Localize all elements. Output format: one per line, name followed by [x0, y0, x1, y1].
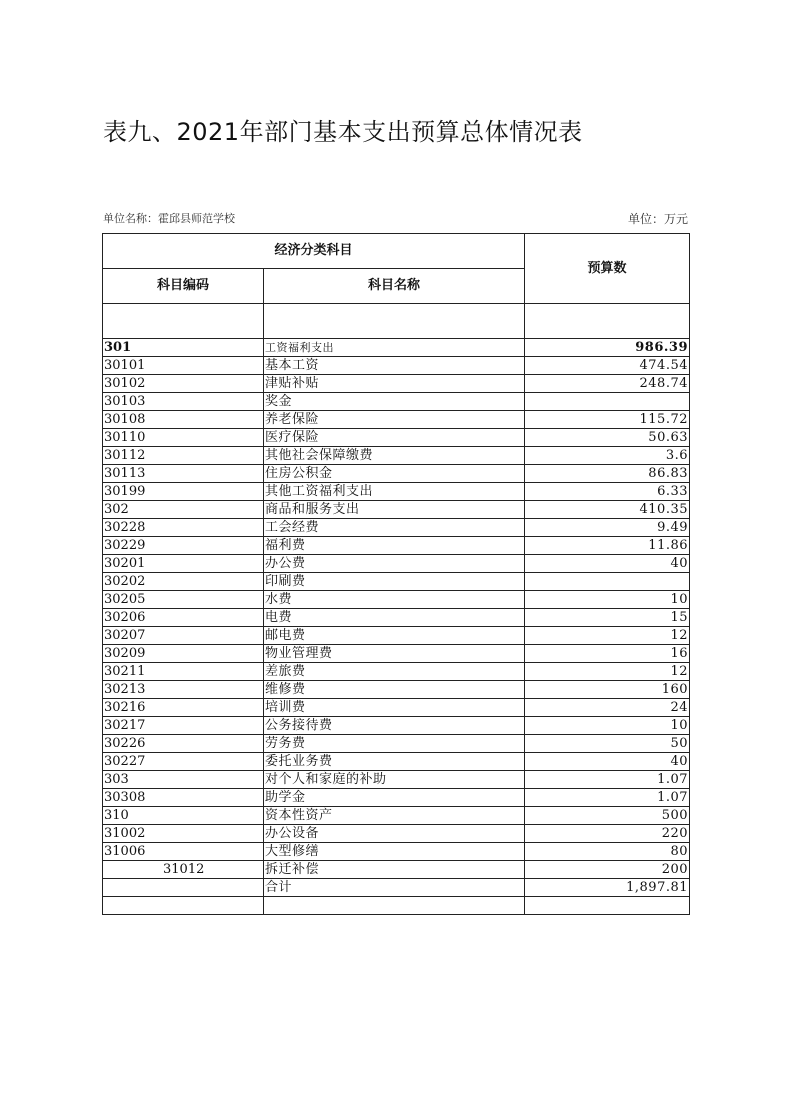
budget-amount-cell: 80 — [525, 843, 690, 861]
table-row — [103, 807, 690, 825]
budget-amount-cell: 40 — [525, 555, 690, 573]
subject-code-cell: 302 — [103, 501, 264, 519]
subject-name-cell: 差旅费 — [264, 663, 525, 681]
table-row — [103, 753, 690, 771]
table-row — [103, 339, 690, 357]
subject-code-cell: 30226 — [103, 735, 264, 753]
table-row — [103, 843, 690, 861]
subject-name-cell: 其他工资福利支出 — [264, 483, 525, 501]
subject-name-cell: 大型修缮 — [264, 843, 525, 861]
table-row — [103, 357, 690, 375]
subject-code-cell: 30308 — [103, 789, 264, 807]
budget-amount-cell: 1.07 — [525, 771, 690, 789]
subject-code-cell: 31006 — [103, 843, 264, 861]
subject-code-cell — [103, 879, 264, 897]
subject-code-cell: 30112 — [103, 447, 264, 465]
budget-amount-cell: 11.86 — [525, 537, 690, 555]
subject-code-cell: 30102 — [103, 375, 264, 393]
subject-code-cell: 30209 — [103, 645, 264, 663]
table-row — [103, 627, 690, 645]
budget-amount-cell: 40 — [525, 753, 690, 771]
subject-code-cell: 30228 — [103, 519, 264, 537]
table-row — [103, 717, 690, 735]
budget-amount-cell: 220 — [525, 825, 690, 843]
subject-name-cell: 邮电费 — [264, 627, 525, 645]
subject-name-cell: 合计 — [264, 879, 525, 897]
table-header — [103, 234, 690, 339]
subject-name-cell: 医疗保险 — [264, 429, 525, 447]
subject-name-cell: 资本性资产 — [264, 807, 525, 825]
budget-amount-cell: 248.74 — [525, 375, 690, 393]
budget-amount-cell — [525, 393, 690, 411]
budget-amount-cell: 10 — [525, 591, 690, 609]
header-group-economic-classification: 经济分类科目 — [103, 234, 525, 269]
budget-amount-cell: 410.35 — [525, 501, 690, 519]
table-row — [103, 447, 690, 465]
budget-amount-cell: 160 — [525, 681, 690, 699]
table-row — [103, 555, 690, 573]
header-subject-code: 科目编码 — [103, 269, 264, 304]
table-row — [103, 501, 690, 519]
budget-amount-cell: 50 — [525, 735, 690, 753]
subject-name-cell: 办公费 — [264, 555, 525, 573]
subject-code-cell: 303 — [103, 771, 264, 789]
table-row — [103, 411, 690, 429]
budget-amount-cell: 986.39 — [525, 339, 690, 357]
budget-amount-cell: 474.54 — [525, 357, 690, 375]
subject-code-cell: 30227 — [103, 753, 264, 771]
subject-code-cell: 30103 — [103, 393, 264, 411]
table-row — [103, 429, 690, 447]
subject-code-cell: 301 — [103, 339, 264, 357]
table-row — [103, 591, 690, 609]
subject-code-cell: 30199 — [103, 483, 264, 501]
subject-code-cell: 30211 — [103, 663, 264, 681]
table-row — [103, 825, 690, 843]
budget-amount-cell: 1,897.81 — [525, 879, 690, 897]
budget-amount-cell: 16 — [525, 645, 690, 663]
table-row — [103, 519, 690, 537]
budget-amount-cell — [525, 897, 690, 915]
subject-name-cell: 养老保险 — [264, 411, 525, 429]
subject-code-cell: 30110 — [103, 429, 264, 447]
table-row — [103, 645, 690, 663]
subject-code-cell: 30217 — [103, 717, 264, 735]
subject-name-cell: 对个人和家庭的补助 — [264, 771, 525, 789]
table-row — [103, 699, 690, 717]
table-row — [103, 663, 690, 681]
subject-name-cell: 福利费 — [264, 537, 525, 555]
subject-code-cell: 30206 — [103, 609, 264, 627]
subject-code-cell: 30229 — [103, 537, 264, 555]
budget-amount-cell: 1.07 — [525, 789, 690, 807]
subject-name-cell: 劳务费 — [264, 735, 525, 753]
budget-amount-cell: 12 — [525, 663, 690, 681]
subject-code-cell: 30113 — [103, 465, 264, 483]
table-row — [103, 465, 690, 483]
subject-name-cell: 印刷费 — [264, 573, 525, 591]
subject-name-cell: 津贴补贴 — [264, 375, 525, 393]
budget-amount-cell: 115.72 — [525, 411, 690, 429]
subject-name-cell: 水费 — [264, 591, 525, 609]
budget-amount-cell: 86.83 — [525, 465, 690, 483]
table-row — [103, 861, 690, 879]
table-row — [103, 573, 690, 591]
table-row — [103, 789, 690, 807]
subject-name-cell: 奖金 — [264, 393, 525, 411]
subject-name-cell: 工资福利支出 — [264, 339, 525, 357]
budget-amount-cell: 12 — [525, 627, 690, 645]
table-row — [103, 375, 690, 393]
subject-code-cell: 30216 — [103, 699, 264, 717]
subject-code-cell: 30207 — [103, 627, 264, 645]
subject-code-cell: 30202 — [103, 573, 264, 591]
budget-amount-cell: 15 — [525, 609, 690, 627]
table-row — [103, 393, 690, 411]
table-row — [103, 681, 690, 699]
subject-code-cell — [103, 897, 264, 915]
subject-code-cell: 31012 — [103, 861, 264, 879]
budget-table — [102, 233, 690, 915]
budget-amount-cell: 500 — [525, 807, 690, 825]
subject-name-cell: 公务接待费 — [264, 717, 525, 735]
budget-amount-cell: 9.49 — [525, 519, 690, 537]
unit-name-label: 单位名称：霍邱县师范学校 — [103, 212, 235, 225]
page-title: 表九、2021年部门基本支出预算总体情况表 — [103, 118, 583, 146]
header-budget-amount: 预算数 — [525, 234, 690, 304]
budget-amount-cell: 3.6 — [525, 447, 690, 465]
budget-amount-cell: 6.33 — [525, 483, 690, 501]
budget-amount-cell: 200 — [525, 861, 690, 879]
table-row — [103, 483, 690, 501]
budget-amount-cell: 24 — [525, 699, 690, 717]
subject-code-cell: 31002 — [103, 825, 264, 843]
budget-amount-cell: 50.63 — [525, 429, 690, 447]
table-row — [103, 537, 690, 555]
budget-amount-cell — [525, 573, 690, 591]
table-row — [103, 771, 690, 789]
subject-code-cell: 30205 — [103, 591, 264, 609]
subject-name-cell: 培训费 — [264, 699, 525, 717]
budget-amount-cell: 10 — [525, 717, 690, 735]
subject-name-cell: 工会经费 — [264, 519, 525, 537]
subject-name-cell: 委托业务费 — [264, 753, 525, 771]
budget-table-container — [102, 233, 689, 915]
subject-code-cell: 30101 — [103, 357, 264, 375]
subject-code-cell: 30201 — [103, 555, 264, 573]
table-row — [103, 879, 690, 897]
subject-name-cell: 住房公积金 — [264, 465, 525, 483]
subject-name-cell: 物业管理费 — [264, 645, 525, 663]
subject-name-cell: 基本工资 — [264, 357, 525, 375]
unit-label: 单位：万元 — [627, 212, 688, 226]
subject-code-cell: 310 — [103, 807, 264, 825]
table-row — [103, 897, 690, 915]
subject-name-cell — [264, 897, 525, 915]
subject-name-cell: 办公设备 — [264, 825, 525, 843]
subject-name-cell: 电费 — [264, 609, 525, 627]
subject-name-cell: 其他社会保障缴费 — [264, 447, 525, 465]
subject-name-cell: 维修费 — [264, 681, 525, 699]
header-subject-name: 科目名称 — [264, 269, 525, 304]
table-body — [103, 339, 690, 915]
table-row — [103, 609, 690, 627]
table-row — [103, 735, 690, 753]
subject-name-cell: 商品和服务支出 — [264, 501, 525, 519]
header-gap-row — [103, 304, 690, 339]
subject-name-cell: 拆迁补偿 — [264, 861, 525, 879]
subject-code-cell: 30108 — [103, 411, 264, 429]
subject-code-cell: 30213 — [103, 681, 264, 699]
subject-name-cell: 助学金 — [264, 789, 525, 807]
